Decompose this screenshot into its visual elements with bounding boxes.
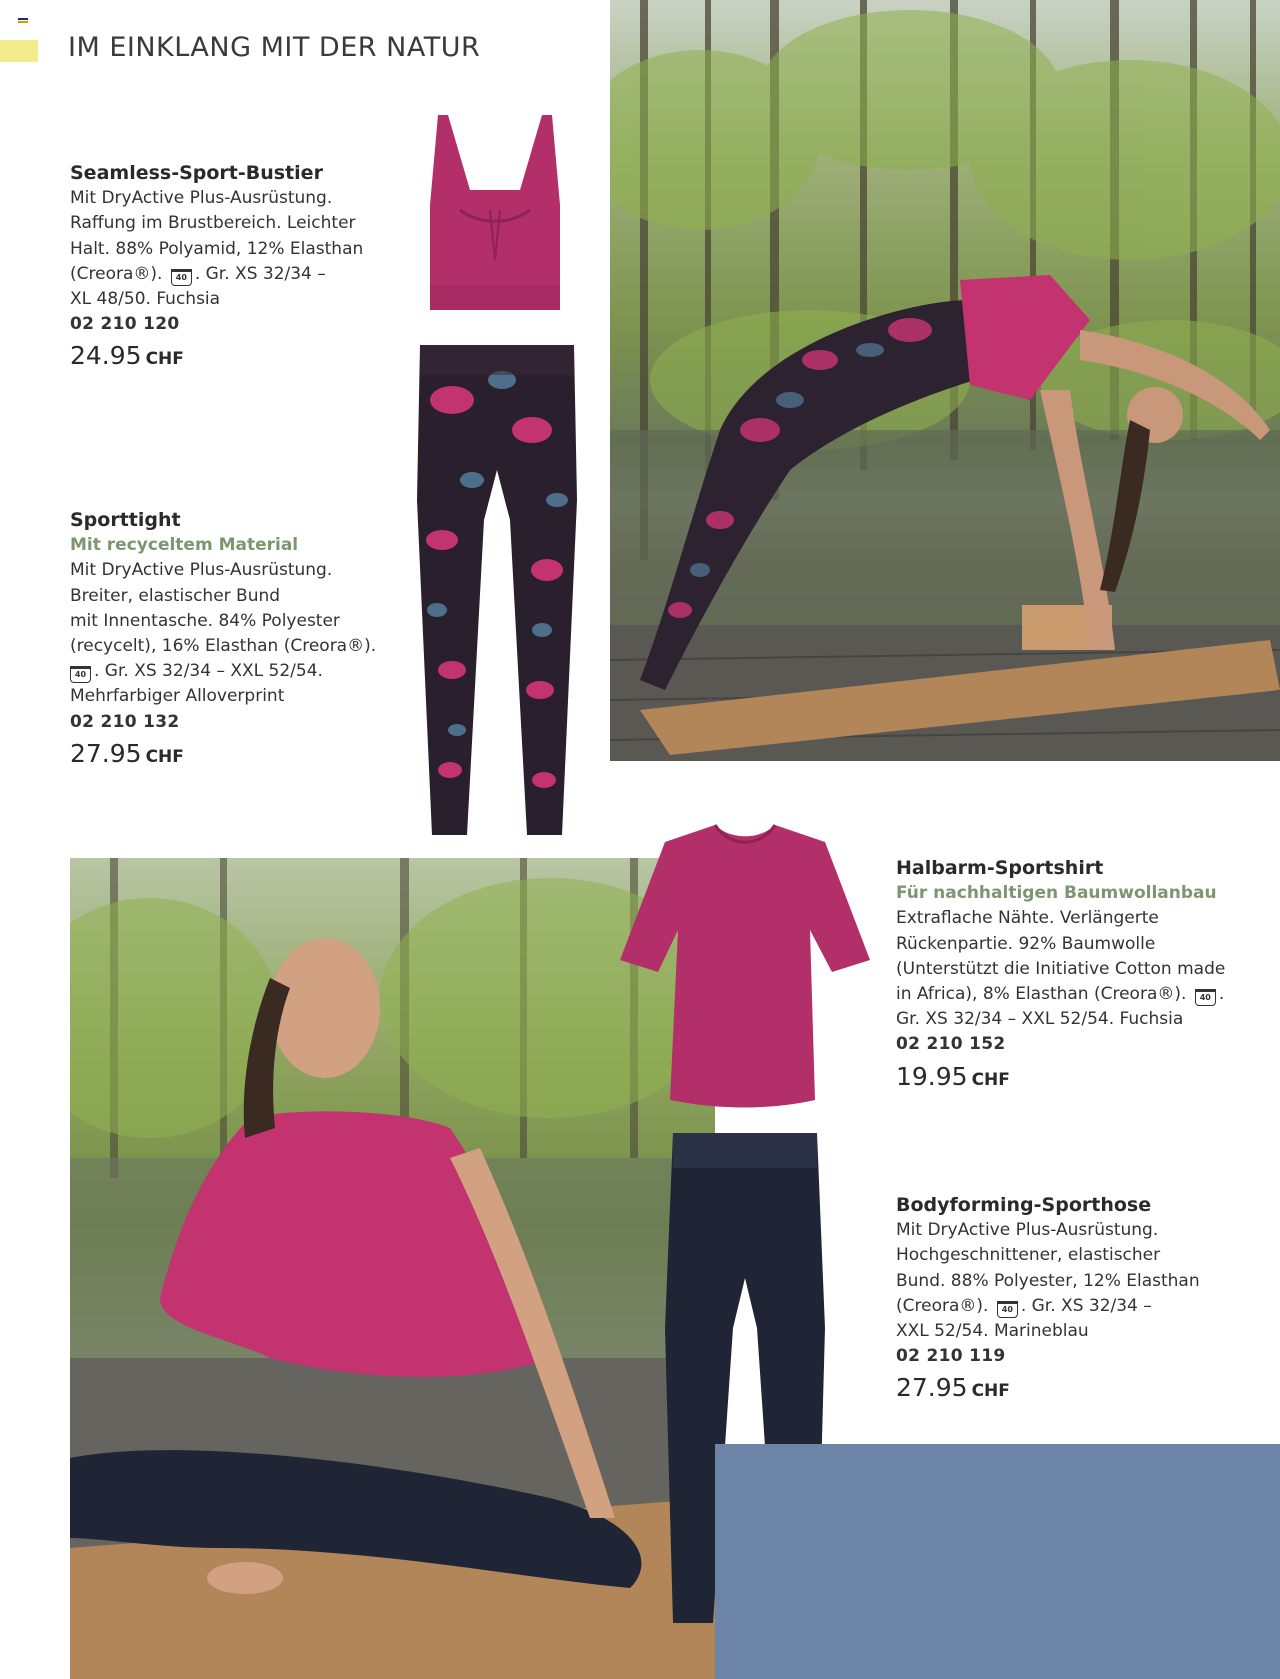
product-sporthose <box>896 1193 1200 1405</box>
yoga-photo-top <box>610 0 1280 761</box>
product-desc-line: XXL 52/54. Marineblau <box>896 1321 1089 1342</box>
product-desc-line: Mit DryActive Plus-Ausrüstung. <box>70 188 333 209</box>
wash-40-icon: 40 <box>171 269 192 286</box>
wash-40-icon: 40 <box>70 666 91 683</box>
product-desc-line: in Africa), 8% Elasthan (Creora®). 40 . <box>896 984 1225 1005</box>
product-desc-line: (Unterstützt die Initiative Cotton made <box>896 958 1226 979</box>
product-desc-line: Halt. 88% Polyamid, 12% Elasthan <box>70 238 364 259</box>
product-name: Halbarm-Sportshirt <box>896 857 1104 879</box>
product-tagline: Mit recyceltem Material <box>70 535 299 556</box>
wash-40-icon: 40 <box>1195 989 1216 1006</box>
product-desc-line: Breiter, elastischer Bund <box>70 585 281 606</box>
product-desc-line: Mit DryActive Plus-Ausrüstung. <box>70 560 333 581</box>
product-desc-line: Mit DryActive Plus-Ausrüstung. <box>896 1220 1159 1241</box>
article-number: 02 210 132 <box>70 711 180 732</box>
menu-icon[interactable] <box>18 18 28 26</box>
article-number: 02 210 152 <box>896 1034 1006 1055</box>
bustier-product-image <box>420 110 570 315</box>
product-name: Sporttight <box>70 509 181 531</box>
product-sporttight <box>70 508 376 770</box>
wash-40-icon: 40 <box>997 1301 1018 1318</box>
product-desc-line: (Creora®). 40 . Gr. XS 32/34 – <box>896 1295 1152 1316</box>
product-desc-line: (Creora®). 40 . Gr. XS 32/34 – <box>70 263 326 284</box>
product-bustier <box>70 161 363 373</box>
article-number: 02 210 120 <box>70 314 180 335</box>
blue-accent-panel <box>715 1444 1280 1679</box>
product-desc-line: (recycelt), 16% Elasthan (Creora®). <box>70 636 377 657</box>
product-name: Seamless-Sport-Bustier <box>70 162 323 184</box>
product-name: Bodyforming-Sporthose <box>896 1194 1152 1216</box>
price: 19.95 CHF <box>896 1061 1010 1091</box>
product-sportshirt <box>896 856 1225 1093</box>
product-desc-line: Hochgeschnittener, elastischer <box>896 1245 1161 1266</box>
product-desc-line: 40 . Gr. XS 32/34 – XXL 52/54. <box>70 659 376 684</box>
product-desc-line: mit Innentasche. 84% Polyester <box>70 610 340 631</box>
yoga-photo-bottom <box>70 858 715 1679</box>
article-number: 02 210 119 <box>896 1346 1006 1367</box>
product-desc-line: Rückenpartie. 92% Baumwolle <box>896 933 1156 954</box>
price: 24.95 CHF <box>70 341 184 371</box>
product-desc-line: Gr. XS 32/34 – XXL 52/54. Fuchsia <box>896 1009 1184 1030</box>
product-tagline: Für nachhaltigen Baumwollanbau <box>896 883 1217 904</box>
page-title: IM EINKLANG MIT DER NATUR <box>68 32 481 63</box>
price: 27.95 CHF <box>896 1373 1010 1403</box>
price: 27.95 CHF <box>70 738 184 768</box>
product-desc-line: Extraflache Nähte. Verlängerte <box>896 908 1159 929</box>
accent-tab <box>0 40 38 62</box>
product-desc-line: Bund. 88% Polyester, 12% Elasthan <box>896 1270 1200 1291</box>
product-desc-line: Mehrfarbiger Alloverprint <box>70 686 285 707</box>
sportshirt-product-image <box>620 820 870 1110</box>
product-desc-line: Raffung im Brustbereich. Leichter <box>70 213 356 234</box>
sporttight-product-image <box>412 340 582 840</box>
product-desc-line: XL 48/50. Fuchsia <box>70 289 221 310</box>
